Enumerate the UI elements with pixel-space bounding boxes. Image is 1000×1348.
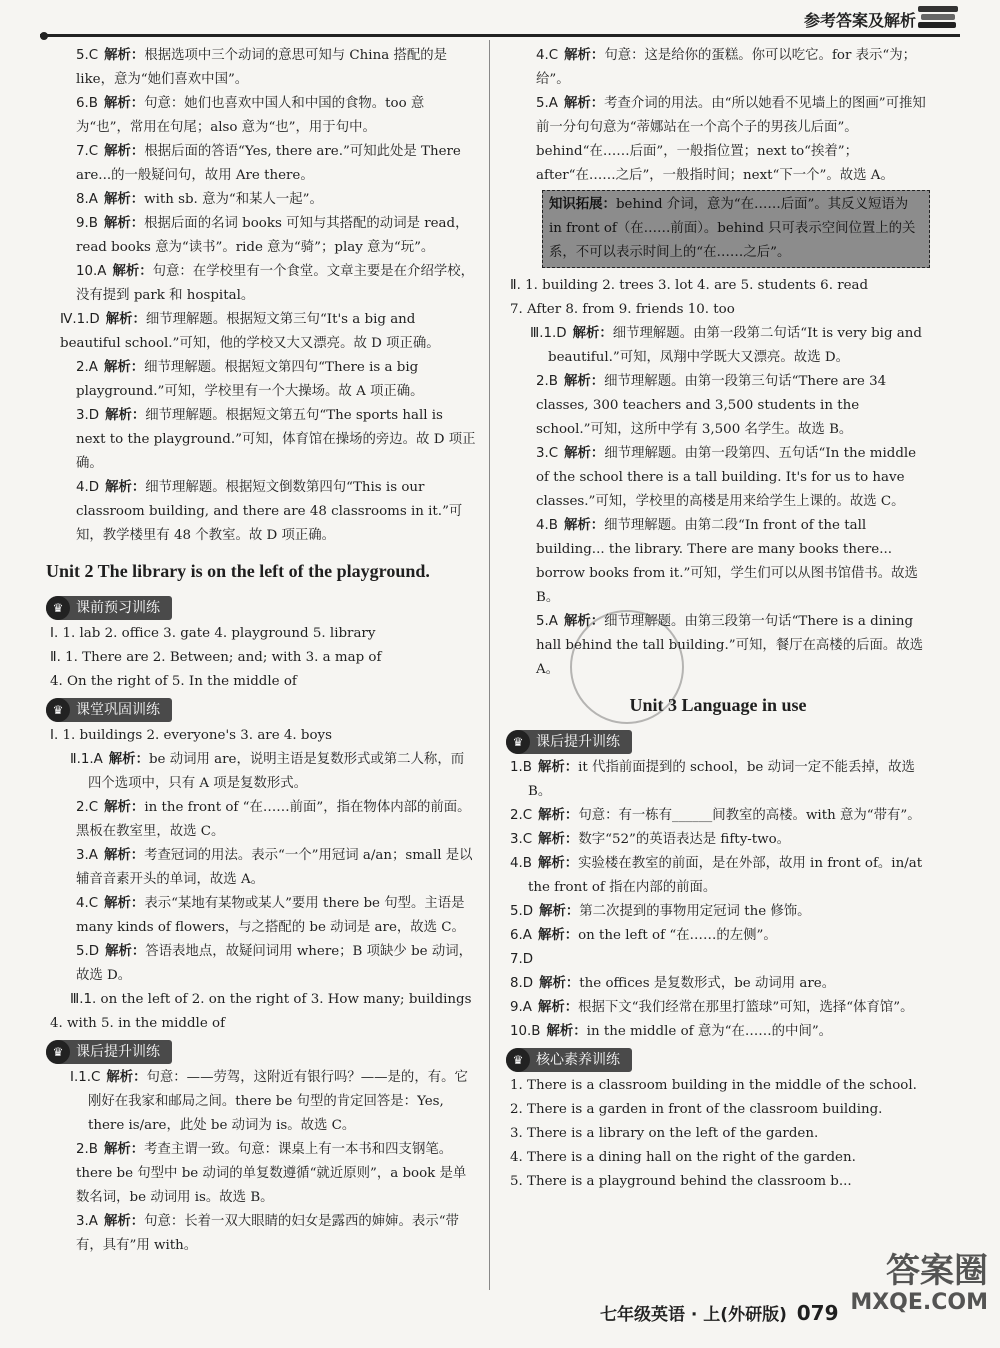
faded-stamp xyxy=(570,610,684,724)
answer-item xyxy=(46,44,476,92)
answer-text: 答语表地点，故疑问词用 where；B 项缺少 be 动词，故选 D。 xyxy=(76,944,472,983)
answer-number: 9.B xyxy=(76,216,98,231)
watermark-brand: 答案圈 xyxy=(886,1251,988,1291)
watermark-site: MXQE.COM xyxy=(850,1290,988,1315)
answer-item xyxy=(46,308,476,356)
answer-item xyxy=(46,404,476,476)
section-title: 课前预习训练 xyxy=(76,600,160,616)
answer-item xyxy=(506,442,930,514)
answer-number: Ⅰ.1.C xyxy=(70,1070,101,1085)
answer-text: in the middle of 意为“在……的中间”。 xyxy=(586,1024,833,1039)
answer-number: Ⅰ. xyxy=(50,626,59,641)
answer-item xyxy=(506,852,930,900)
answer-text: 细节理解题。由第一段第二句话“It is very big and beautiful.”可知，凤翔中学既大又漂亮。故选 D。 xyxy=(548,326,922,365)
answer-text: it 代指前面提到的 school，be 动词一定不能丢掉，故选 B。 xyxy=(528,760,915,799)
answer-text: 实验楼在教室的前面，是在外部，故用 in front of。in/at the front of 指在内部的前面。 xyxy=(528,856,923,895)
answer-item xyxy=(506,996,930,1020)
answer-number: Ⅳ.1.D xyxy=(60,312,100,327)
answer-text: 1. buildings 2. everyone's 3. are 4. boys xyxy=(62,728,332,743)
answer-text: 7. After 8. from 9. friends 10. too xyxy=(510,302,735,317)
analysis-label: 解析： xyxy=(537,1000,579,1015)
analysis-label: 解析： xyxy=(103,192,145,207)
crown-icon: ♛ xyxy=(46,698,70,722)
answer-text: 考查介词的用法。由“所以她看不见墙上的图画”可推知前一分句句意为“蒂娜站在一个高个子的男孩儿后面”。behind“在……后面”，一般指位置；next to“挨着”；after“在……之后”，一般指时间；next“下一个”。故选 A。 xyxy=(536,96,926,183)
analysis-label: 解析： xyxy=(538,808,579,823)
analysis-label: 解析： xyxy=(105,944,146,959)
answer-text: 考查主谓一致。句意：课桌上有一本书和四支钢笔。there be 句型中 be 动词的单复数遵循“就近原则”，a book 是单数名词，be 动词用 is。故选 B。 xyxy=(76,1142,467,1205)
section-title: 课后提升训练 xyxy=(76,1044,160,1060)
answer-text: the offices 是复数形式，be 动词用 are。 xyxy=(579,976,836,991)
answer-text: 根据后面的名词 books 可知与其搭配的动词是 read，read books 意为“读书”。ride 意为“骑”；play 意为“玩”。 xyxy=(76,216,469,255)
right-column xyxy=(506,44,930,1194)
footer-book-title: 七年级英语 · 上(外研版) xyxy=(600,1305,787,1325)
answer-item xyxy=(46,188,476,212)
answer-number: 7.C xyxy=(76,144,99,159)
crown-icon: ♛ xyxy=(46,596,70,620)
answer-item xyxy=(46,1066,476,1138)
section-banner xyxy=(46,698,172,722)
answer-item xyxy=(506,370,930,442)
answer-item xyxy=(506,298,930,322)
answer-item xyxy=(46,844,476,892)
answer-number: 5.A xyxy=(536,614,558,629)
analysis-label: 解析： xyxy=(563,374,605,389)
crown-icon: ♛ xyxy=(506,1048,530,1072)
page-number: 079 xyxy=(796,1301,839,1325)
answer-item xyxy=(46,940,476,988)
answer-text: 句意：长着一双大眼睛的妇女是露西的婶婶。表示“带有，具有”用 with。 xyxy=(76,1214,459,1253)
answer-text: 根据下文“我们经常在那里打篮球”可知，选择“体育馆”。 xyxy=(578,1000,914,1015)
answer-item xyxy=(46,212,476,260)
answer-text: on the left of “在……的左侧”。 xyxy=(578,928,777,943)
analysis-label: 解析： xyxy=(105,408,146,423)
section-banner xyxy=(46,596,172,620)
answer-number: 10.A xyxy=(76,264,107,279)
page-footer xyxy=(600,1300,839,1325)
answer-number: 3.D xyxy=(76,408,100,423)
answer-number: Ⅱ. xyxy=(510,278,521,293)
answer-text: 句意：她们也喜欢中国人和中国的食物。too 意为“也”，常用在句尾；also 意为“也”，用于句中。 xyxy=(76,96,425,135)
analysis-label: 解析： xyxy=(104,800,145,815)
answer-text: with sb. 意为“和某人一起”。 xyxy=(144,192,323,207)
analysis-label: 解析： xyxy=(564,446,605,461)
answer-number: 3.C xyxy=(536,446,559,461)
section-banner xyxy=(46,1040,172,1064)
answer-number: 2.C xyxy=(76,800,99,815)
section-banner xyxy=(506,1048,632,1072)
analysis-label: 解析： xyxy=(103,848,145,863)
answer-text: 根据选项中三个动词的意思可知与 China 搭配的是 like，意为“她们喜欢中国”。 xyxy=(76,48,448,87)
analysis-label: 解析： xyxy=(563,614,605,629)
knowledge-note xyxy=(542,190,930,268)
answer-text: 句意：有一栋有______间教室的高楼。with 意为“带有”。 xyxy=(578,808,921,823)
answer-number: Ⅱ.1.A xyxy=(70,752,103,767)
section-title: 课堂巩固训练 xyxy=(76,702,160,718)
answer-number: 10.B xyxy=(510,1024,541,1039)
answer-text: 数字“52”的英语表达是 fifty-two。 xyxy=(578,832,791,847)
answer-text: 4. with 5. in the middle of xyxy=(50,1016,226,1031)
answer-text: 句意：在学校里有一个食堂。文章主要是在介绍学校，没有提到 park 和 hospital。 xyxy=(76,264,475,303)
answer-number: 7.D xyxy=(510,952,534,967)
answer-number: 8.A xyxy=(76,192,98,207)
answer-text: 细节理解题。由第二段“In front of the tall building... the library. There are many books there... borrow books from it.”可知，学生们可以从图书馆借书。故选 B。 xyxy=(536,518,918,605)
answer-text: 1. lab 2. office 3. gate 4. playground 5. library xyxy=(62,626,376,641)
answer-number: Ⅲ.1. xyxy=(70,992,97,1007)
answer-sentence: 3. There is a library on the left of the garden. xyxy=(510,1126,819,1141)
answer-number: 4.B xyxy=(536,518,558,533)
analysis-label: 解析： xyxy=(105,312,146,327)
analysis-label: 解析： xyxy=(537,856,579,871)
answer-item xyxy=(506,92,930,188)
crown-icon: ♛ xyxy=(506,730,530,754)
analysis-label: 解析： xyxy=(104,48,145,63)
analysis-label: 解析： xyxy=(563,518,605,533)
answer-number: Ⅲ.1.D xyxy=(530,326,567,341)
analysis-label: 解析： xyxy=(103,216,145,231)
answer-number: 4.C xyxy=(536,48,559,63)
answer-number: 3.A xyxy=(76,848,98,863)
answer-number: 6.B xyxy=(76,96,98,111)
analysis-label: 解析： xyxy=(539,976,580,991)
analysis-label: 解析： xyxy=(564,48,605,63)
answer-number: 2.B xyxy=(536,374,558,389)
answer-item xyxy=(46,646,476,670)
analysis-label: 解析： xyxy=(104,144,145,159)
answer-item xyxy=(46,670,476,694)
answer-item xyxy=(506,972,930,996)
answer-sentence: 5. There is a playground behind the classroom b... xyxy=(510,1174,852,1189)
unit-heading: Unit 2 The library is on the left of the playground. xyxy=(46,561,430,581)
note-text: behind 介词，意为“在……后面”。其反义短语为 in front of（在……前面）。behind 只可表示空间位置上的关系，不可以表示时间上的“在……之后”。 xyxy=(549,197,916,260)
answer-number: 2.C xyxy=(510,808,533,823)
header-title: 参考答案及解析 xyxy=(803,11,916,30)
answer-text: 4. On the right of 5. In the middle of xyxy=(50,674,297,689)
answer-text: in the front of “在……前面”，指在物体内部的前面。黑板在教室里，故选 C。 xyxy=(76,800,471,839)
answer-item xyxy=(46,260,476,308)
answer-item xyxy=(46,1138,476,1210)
answer-number: 5.D xyxy=(76,944,100,959)
answer-item xyxy=(506,1020,930,1044)
answer-item xyxy=(46,92,476,140)
analysis-label: 解析： xyxy=(105,480,146,495)
answer-item xyxy=(506,924,930,948)
answer-number: 5.D xyxy=(510,904,534,919)
answer-text: 考查冠词的用法。表示“一个”用冠词 a/an；small 是以辅音音素开头的单词，故选 A。 xyxy=(76,848,473,887)
answer-item xyxy=(46,140,476,188)
analysis-label: 解析： xyxy=(572,326,613,341)
answer-item xyxy=(46,988,476,1012)
answer-text: 细节理解题。根据短文第三句“It's a big and beautiful school.”可知，他的学校又大又漂亮。故 D 项正确。 xyxy=(60,312,440,351)
books-icon xyxy=(918,6,958,32)
analysis-label: 解析： xyxy=(563,96,605,111)
answer-number: 3.A xyxy=(76,1214,98,1229)
answer-number: 3.C xyxy=(510,832,533,847)
answer-text: 1. building 2. trees 3. lot 4. are 5. students 6. read xyxy=(525,278,869,293)
analysis-label: 解析： xyxy=(537,928,579,943)
analysis-label: 解析： xyxy=(103,96,145,111)
analysis-label: 解析： xyxy=(538,832,579,847)
answer-item xyxy=(506,828,930,852)
answer-sentence: 2. There is a garden in front of the classroom building. xyxy=(510,1102,883,1117)
answer-item xyxy=(46,724,476,748)
section-banner xyxy=(506,730,632,754)
answer-item xyxy=(46,622,476,646)
analysis-label: 解析： xyxy=(106,1070,147,1085)
answer-text: 根据后面的答语“Yes, there are.”可知此处是 There are...的一般疑问句，故用 Are there。 xyxy=(76,144,461,183)
answer-text: 表示“某地有某物或某人”要用 there be 句型。主语是 many kinds of flowers，与之搭配的 be 动词是 are，故选 C。 xyxy=(76,896,465,935)
answer-text: 句意：这是给你的蛋糕。你可以吃它。for 表示“为；给”。 xyxy=(536,48,917,87)
watermark-logo xyxy=(850,1252,988,1316)
header-dot xyxy=(40,32,48,40)
answer-sentence: 1. There is a classroom building in the middle of the school. xyxy=(510,1078,917,1093)
answer-number: 6.A xyxy=(510,928,532,943)
answer-number: Ⅰ. xyxy=(50,728,59,743)
answer-text: be 动词用 are，说明主语是复数形式或第二人称，而四个选项中，只有 A 项是复数形式。 xyxy=(88,752,465,791)
answer-item xyxy=(46,1012,476,1036)
section-title: 课后提升训练 xyxy=(536,734,620,750)
column-divider xyxy=(489,40,490,1290)
answer-number: 4.B xyxy=(510,856,532,871)
answer-number: 5.A xyxy=(536,96,558,111)
answer-item xyxy=(46,476,476,548)
left-column xyxy=(46,44,476,1258)
answer-item xyxy=(46,748,476,796)
note-label: 知识拓展： xyxy=(549,197,616,212)
answer-item xyxy=(506,514,930,610)
analysis-label: 解析： xyxy=(112,264,153,279)
answer-item xyxy=(46,892,476,940)
answer-sentence: 4. There is a dining hall on the right of the garden. xyxy=(510,1150,856,1165)
section-title: 核心素养训练 xyxy=(536,1052,620,1068)
answer-number: 8.D xyxy=(510,976,534,991)
analysis-label: 解析： xyxy=(104,896,145,911)
answer-item xyxy=(506,900,930,924)
answer-number: 5.C xyxy=(76,48,99,63)
analysis-label: 解析： xyxy=(546,1024,587,1039)
answer-item xyxy=(46,356,476,404)
answer-item xyxy=(506,804,930,828)
answer-text: 细节理解题。由第三段第一句话“There is a dining hall behind the tall building.”可知，餐厅在高楼的后面。故选 A。 xyxy=(536,614,924,677)
answer-number: 2.A xyxy=(76,360,98,375)
unit-heading: Unit 3 Language in use xyxy=(629,695,807,715)
answer-item xyxy=(46,1210,476,1258)
answer-text: 细节理解题。由第一段第四、五句话“In the middle of the school there is a tall building. It's for us to have classes.”可知，学校里的高楼是用来给学生上课的。故选 C。 xyxy=(536,446,917,509)
page-header xyxy=(40,4,960,37)
answer-text: 1. There are 2. Between; and; with 3. a map of xyxy=(65,650,382,665)
answer-item xyxy=(506,322,930,370)
answer-item xyxy=(506,948,930,972)
answer-number: 9.A xyxy=(510,1000,532,1015)
answer-text: 第二次提到的事物用定冠词 the 修饰。 xyxy=(579,904,811,919)
answer-text: on the left of 2. on the right of 3. How many; buildings xyxy=(100,992,472,1007)
answer-number: 1.B xyxy=(510,760,532,775)
answer-text: 细节理解题。根据短文倒数第四句“This is our classroom building, and there are 48 classrooms in it.”可知，教学楼里有 48 个教室。故 D 项正确。 xyxy=(76,480,463,543)
answer-number: 4.D xyxy=(76,480,100,495)
analysis-label: 解析： xyxy=(537,760,579,775)
analysis-label: 解析： xyxy=(108,752,149,767)
answer-text: 句意：——劳驾，这附近有银行吗？——是的，有。它刚好在我家和邮局之间。there be 句型的肯定回答是：Yes, there is/are，此处 be 动词为 is。故选 C。 xyxy=(88,1070,468,1133)
analysis-label: 解析： xyxy=(103,360,145,375)
crown-icon: ♛ xyxy=(46,1040,70,1064)
analysis-label: 解析： xyxy=(103,1214,145,1229)
answer-number: Ⅱ. xyxy=(50,650,61,665)
answer-item xyxy=(506,44,930,92)
answer-text: 细节理解题。根据短文第五句“The sports hall is next to the playground.”可知，体育馆在操场的旁边。故 D 项正确。 xyxy=(76,408,476,471)
analysis-label: 解析： xyxy=(103,1142,145,1157)
answer-text: 细节理解题。根据短文第四句“There is a big playground.”可知，学校里有一个大操场。故 A 项正确。 xyxy=(76,360,424,399)
answer-text: 细节理解题。由第一段第三句话“There are 34 classes, 300 teachers and 3,500 students in the school.”可知，这所中学有 3,500 名学生。故选 B。 xyxy=(536,374,887,437)
answer-item xyxy=(46,796,476,844)
answer-number: 4.C xyxy=(76,896,99,911)
analysis-label: 解析： xyxy=(539,904,580,919)
answer-item xyxy=(506,756,930,804)
answer-number: 2.B xyxy=(76,1142,98,1157)
answer-item xyxy=(506,274,930,298)
